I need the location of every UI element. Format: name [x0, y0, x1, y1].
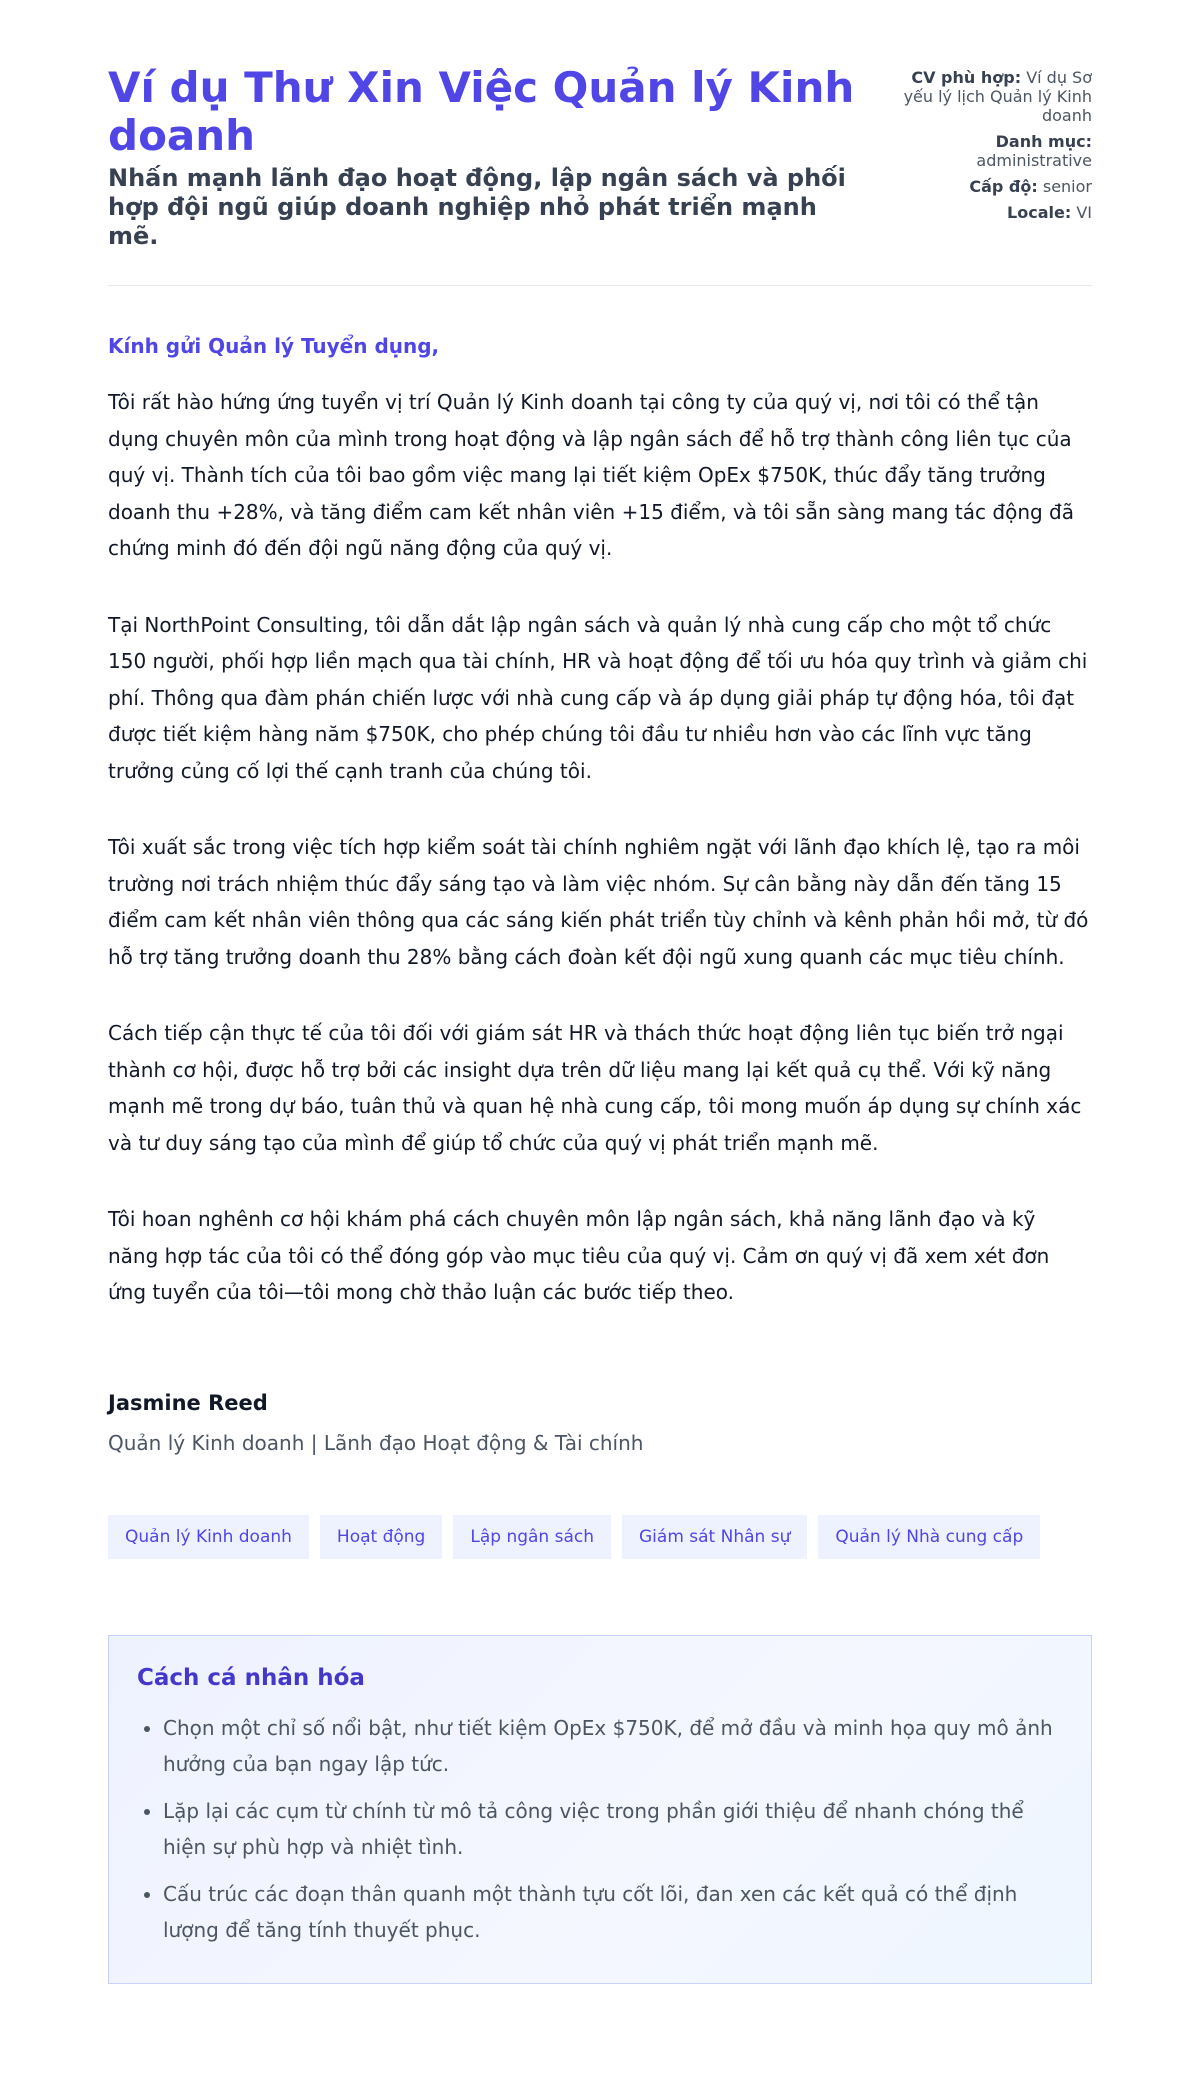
- personalization-tips: [108, 1635, 1092, 1984]
- tip-item-2: • Lặp lại các cụm từ chính từ mô tả công việc trong phần giới thiệu để nhanh chóng thể hiện sự phù hợp và nhiệt tình.: [163, 1793, 1063, 1866]
- tag-operations: Hoạt động: [320, 1515, 442, 1559]
- letter-paragraph-1: Tôi rất hào hứng ứng tuyển vị trí Quản lý Kinh doanh tại công ty của quý vị, nơi tôi có thể tận dụng chuyên môn của mình trong hoạt động và lập ngân sách để hỗ trợ thành công liên tục của quý vị. Thành tích của tôi bao gồm việc mang lại tiết kiệm OpEx $750K, thúc đẩy tăng trưởng doanh thu +28%, và tăng điểm cam kết nhân viên +15 điểm, và tôi sẵn sàng mang tác động đã chứng minh đó đến đội ngũ năng động của quý vị.: [108, 390, 1074, 560]
- tag-budgeting: Lập ngân sách: [453, 1515, 611, 1559]
- meta-category-value: administrative: [976, 151, 1092, 170]
- tip-item-3: • Cấu trúc các đoạn thân quanh một thành tựu cốt lõi, đan xen các kết quả có thể định lượng để tăng tính thuyết phục.: [163, 1876, 1063, 1949]
- salutation: Kính gửi Quản lý Tuyển dụng,: [108, 334, 440, 358]
- page-subtitle: Nhấn mạnh lãnh đạo hoạt động, lập ngân sách và phối hợp đội ngũ giúp doanh nghiệp nhỏ phát triển mạnh mẽ.: [108, 164, 846, 250]
- tips-list: [137, 1710, 1063, 1949]
- meta-locale-label: Locale:: [1007, 203, 1072, 222]
- header-left: [108, 64, 868, 251]
- tip-item-1: • Chọn một chỉ số nổi bật, như tiết kiệm OpEx $750K, để mở đầu và minh họa quy mô ảnh hưởng của bạn ngay lập tức.: [163, 1710, 1063, 1783]
- page-header: [108, 0, 1092, 286]
- skill-tags: [108, 1515, 1092, 1559]
- signature-block: [108, 1389, 1092, 1457]
- tag-business-management: Quản lý Kinh doanh: [108, 1515, 309, 1559]
- letter-body: [108, 286, 1092, 1984]
- meta-level-value: senior: [1042, 177, 1092, 196]
- signature-title: Quản lý Kinh doanh | Lãnh đạo Hoạt động & Tài chính: [108, 1430, 644, 1455]
- meta-row-cv: [880, 68, 1092, 125]
- letter-paragraph-5: Tôi hoan nghênh cơ hội khám phá cách chuyên môn lập ngân sách, khả năng lãnh đạo và kỹ năng hợp tác của tôi có thể đóng góp vào mục tiêu của quý vị. Cảm ơn quý vị đã xem xét đơn ứng tuyển của tôi—tôi mong chờ thảo luận các bước tiếp theo.: [108, 1207, 1050, 1304]
- meta-level-label: Cấp độ:: [969, 177, 1038, 196]
- letter-paragraph-4: Cách tiếp cận thực tế của tôi đối với giám sát HR và thách thức hoạt động liên tục biến trở ngại thành cơ hội, được hỗ trợ bởi các insight dựa trên dữ liệu mang lại kết quả cụ thể. Với kỹ năng mạnh mẽ trong dự báo, tuân thủ và quan hệ nhà cung cấp, tôi mong muốn áp dụng sự chính xác và tư duy sáng tạo của mình để giúp tổ chức của quý vị phát triển mạnh mẽ.: [108, 1021, 1082, 1155]
- meta-panel: [880, 68, 1092, 229]
- tag-hr-oversight: Giám sát Nhân sự: [622, 1515, 807, 1559]
- meta-row-category: [880, 132, 1092, 170]
- meta-row-locale: [880, 203, 1092, 222]
- letter-paragraph-2: Tại NorthPoint Consulting, tôi dẫn dắt lập ngân sách và quản lý nhà cung cấp cho một tổ chức 150 người, phối hợp liền mạch qua tài chính, HR và hoạt động để tối ưu hóa quy trình và giảm chi phí. Thông qua đàm phán chiến lược với nhà cung cấp và áp dụng giải pháp tự động hóa, tôi đạt được tiết kiệm hàng năm $750K, cho phép chúng tôi đầu tư nhiều hơn vào các lĩnh vực tăng trưởng củng cố lợi thế cạnh tranh của chúng tôi.: [108, 612, 1088, 783]
- signature-name: Jasmine Reed: [108, 1390, 268, 1415]
- meta-locale-value: VI: [1076, 203, 1092, 222]
- meta-cv-value: Ví dụ Sơ yếu lý lịch Quản lý Kinh doanh: [903, 68, 1092, 125]
- tips-title: Cách cá nhân hóa: [137, 1664, 365, 1691]
- meta-cv-label: CV phù hợp:: [911, 68, 1022, 87]
- meta-category-label: Danh mục:: [995, 132, 1092, 151]
- meta-row-level: [880, 177, 1092, 196]
- tag-vendor-management: Quản lý Nhà cung cấp: [818, 1515, 1040, 1559]
- page-title: Ví dụ Thư Xin Việc Quản lý Kinh doanh: [108, 63, 855, 160]
- letter-paragraph-3: Tôi xuất sắc trong việc tích hợp kiểm soát tài chính nghiêm ngặt với lãnh đạo khích lệ, tạo ra môi trường nơi trách nhiệm thúc đẩy sáng tạo và làm việc nhóm. Sự cân bằng này dẫn đến tăng 15 điểm cam kết nhân viên thông qua các sáng kiến phát triển tùy chỉnh và kênh phản hồi mở, từ đó hỗ trợ tăng trưởng doanh thu 28% bằng cách đoàn kết đội ngũ xung quanh các mục tiêu chính.: [108, 835, 1089, 969]
